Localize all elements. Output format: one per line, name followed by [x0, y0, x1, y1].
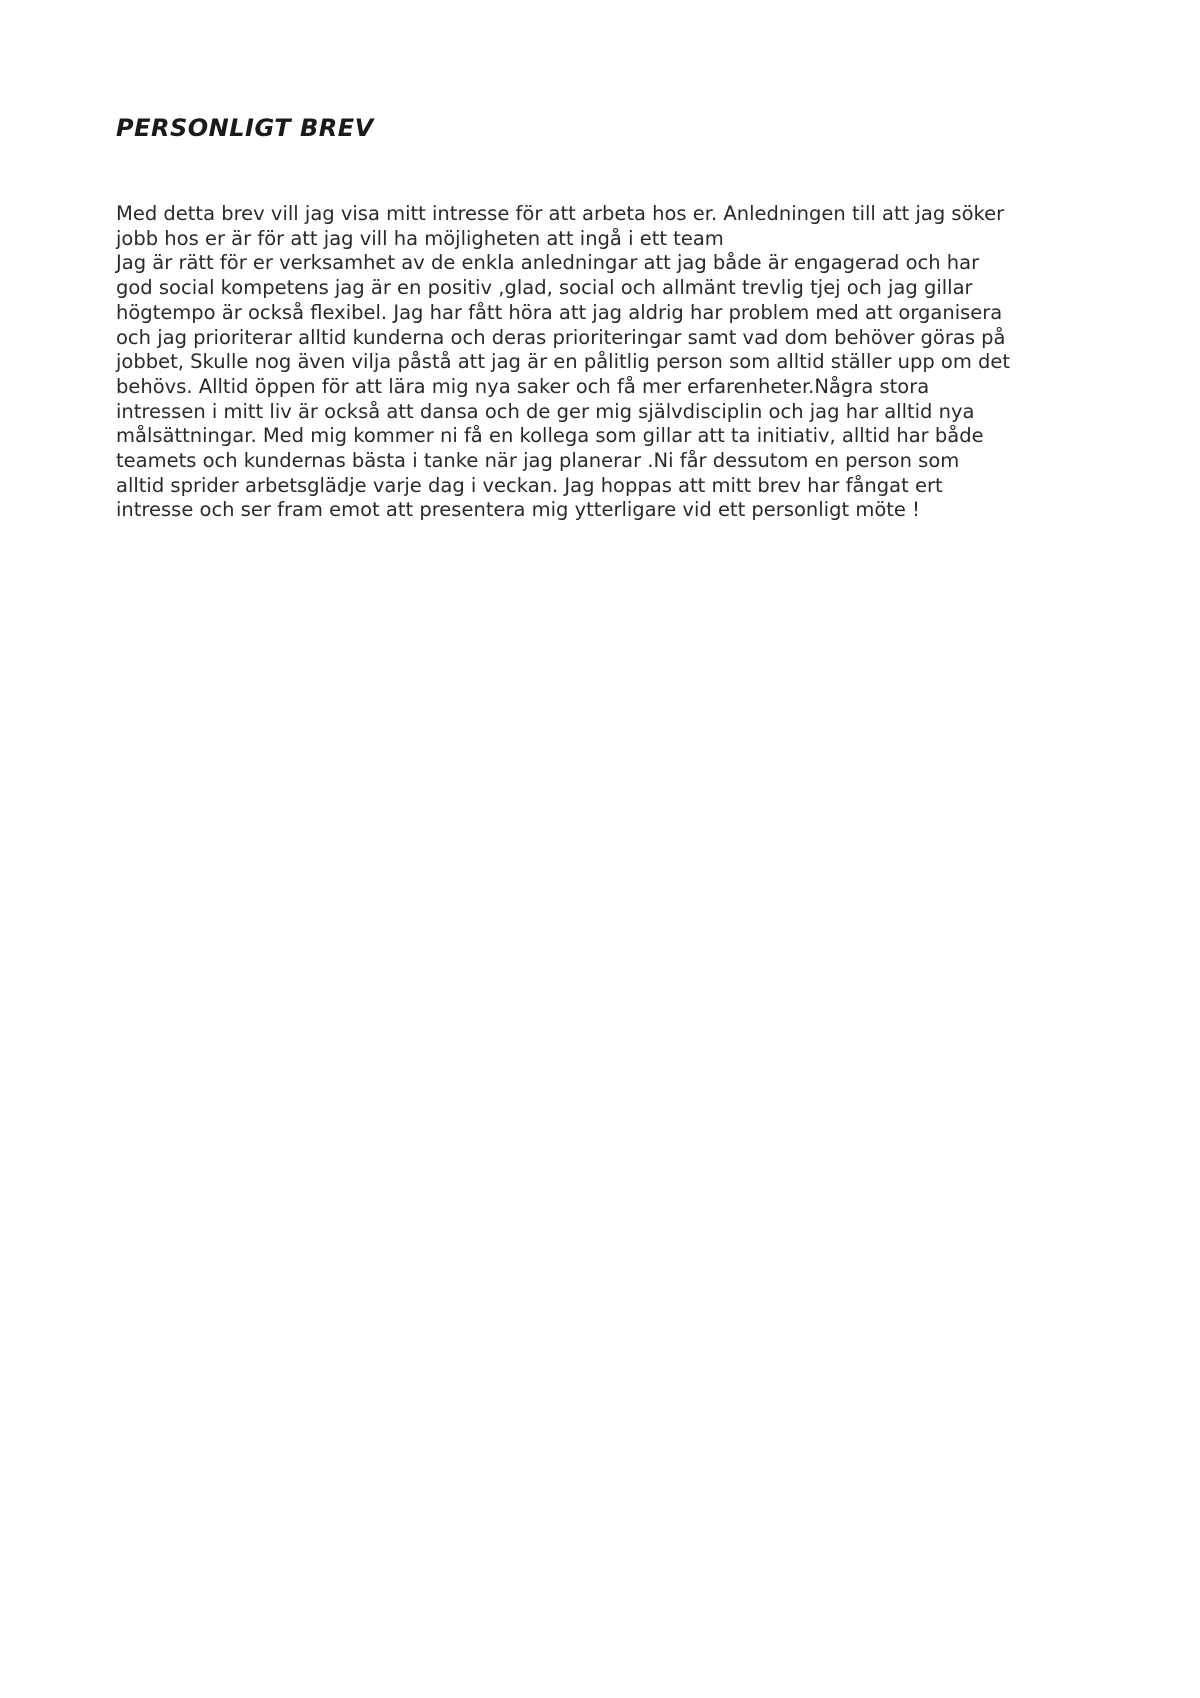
body-line: intresse och ser fram emot att presentera mig ytterligare vid ett personligt möte ! [116, 498, 920, 522]
body-line: intressen i mitt liv är också att dansa och de ger mig självdisciplin och jag har alltid nya [116, 399, 975, 423]
body-line: alltid sprider arbetsglädje varje dag i veckan. Jag hoppas att mitt brev har fångat ert [116, 473, 943, 497]
body-line: behövs. Alltid öppen för att lära mig nya saker och få mer erfarenheter.Några stora [116, 374, 930, 398]
body-line: Med detta brev vill jag visa mitt intresse för att arbeta hos er. Anledningen till att jag söker [116, 202, 1005, 225]
body-line: högtempo är också flexibel. Jag har fått höra att jag aldrig har problem med att organisera [116, 300, 1003, 324]
body-line: god social kompetens jag är en positiv ,glad, social och allmänt trevlig tjej och jag gillar [116, 276, 973, 300]
body-line: jobb hos er är för att jag vill ha möjligheten att ingå i ett team [116, 226, 724, 250]
body-line: jobbet, Skulle nog även vilja påstå att jag är en pålitlig person som alltid ställer upp om det [116, 350, 1011, 374]
body-line: och jag prioriterar alltid kunderna och deras prioriteringar samt vad dom behöver göras på [116, 325, 1006, 349]
body-line: teamets och kundernas bästa i tanke när jag planerar .Ni får dessutom en person som [116, 449, 960, 473]
document-body [116, 202, 1116, 523]
body-line: målsättningar. Med mig kommer ni få en kollega som gillar att ta initiativ, alltid har både [116, 424, 984, 448]
body-line: Jag är rätt för er verksamhet av de enkla anledningar att jag både är engagerad och har [116, 251, 980, 275]
document-title: PERSONLIGT BREV [116, 114, 374, 142]
